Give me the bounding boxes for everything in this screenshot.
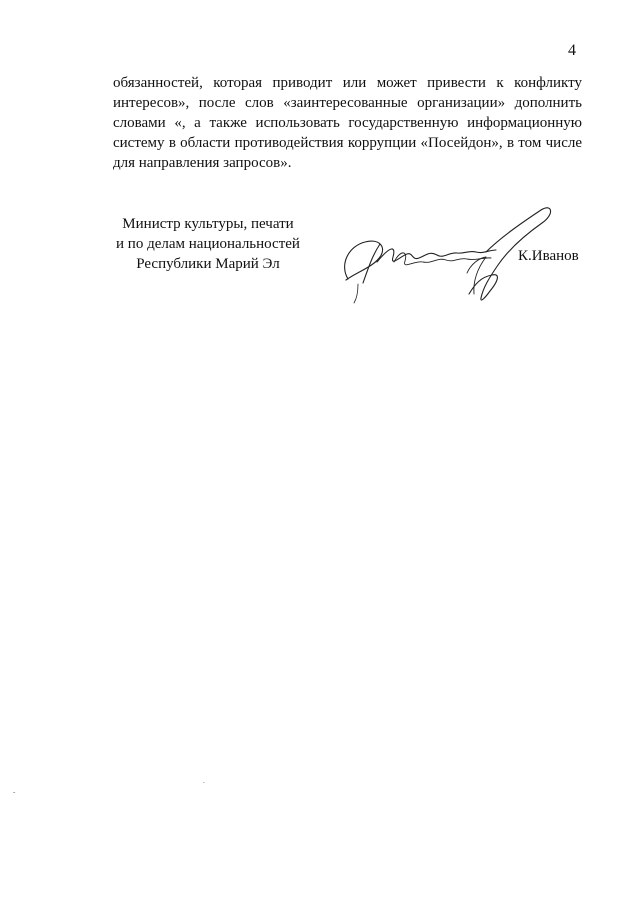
page-number: 4 (568, 42, 576, 59)
signer-name: К.Иванов (518, 248, 579, 264)
minister-title-line-3: Республики Марий Эл (136, 256, 280, 272)
body-line-2: интересов», после слов «заинтересованные организации» дополнить (113, 95, 582, 111)
body-line-1: обязанностей, которая приводит или может привести к конфликту (113, 75, 582, 91)
scan-speck: ˇ (13, 791, 16, 799)
scan-speck: . (203, 777, 205, 785)
body-line-5: для направления запросов». (113, 155, 292, 171)
body-paragraph (113, 73, 582, 173)
body-line-3: словами «, а также использовать государственную информационную (113, 115, 582, 131)
minister-title-line-1: Министр культуры, печати (122, 216, 294, 232)
body-line-4: систему в области противодействия коррупции «Посейдон», в том числе (113, 135, 582, 151)
minister-title-line-2: и по делам национальностей (116, 236, 300, 252)
minister-title (113, 214, 303, 274)
